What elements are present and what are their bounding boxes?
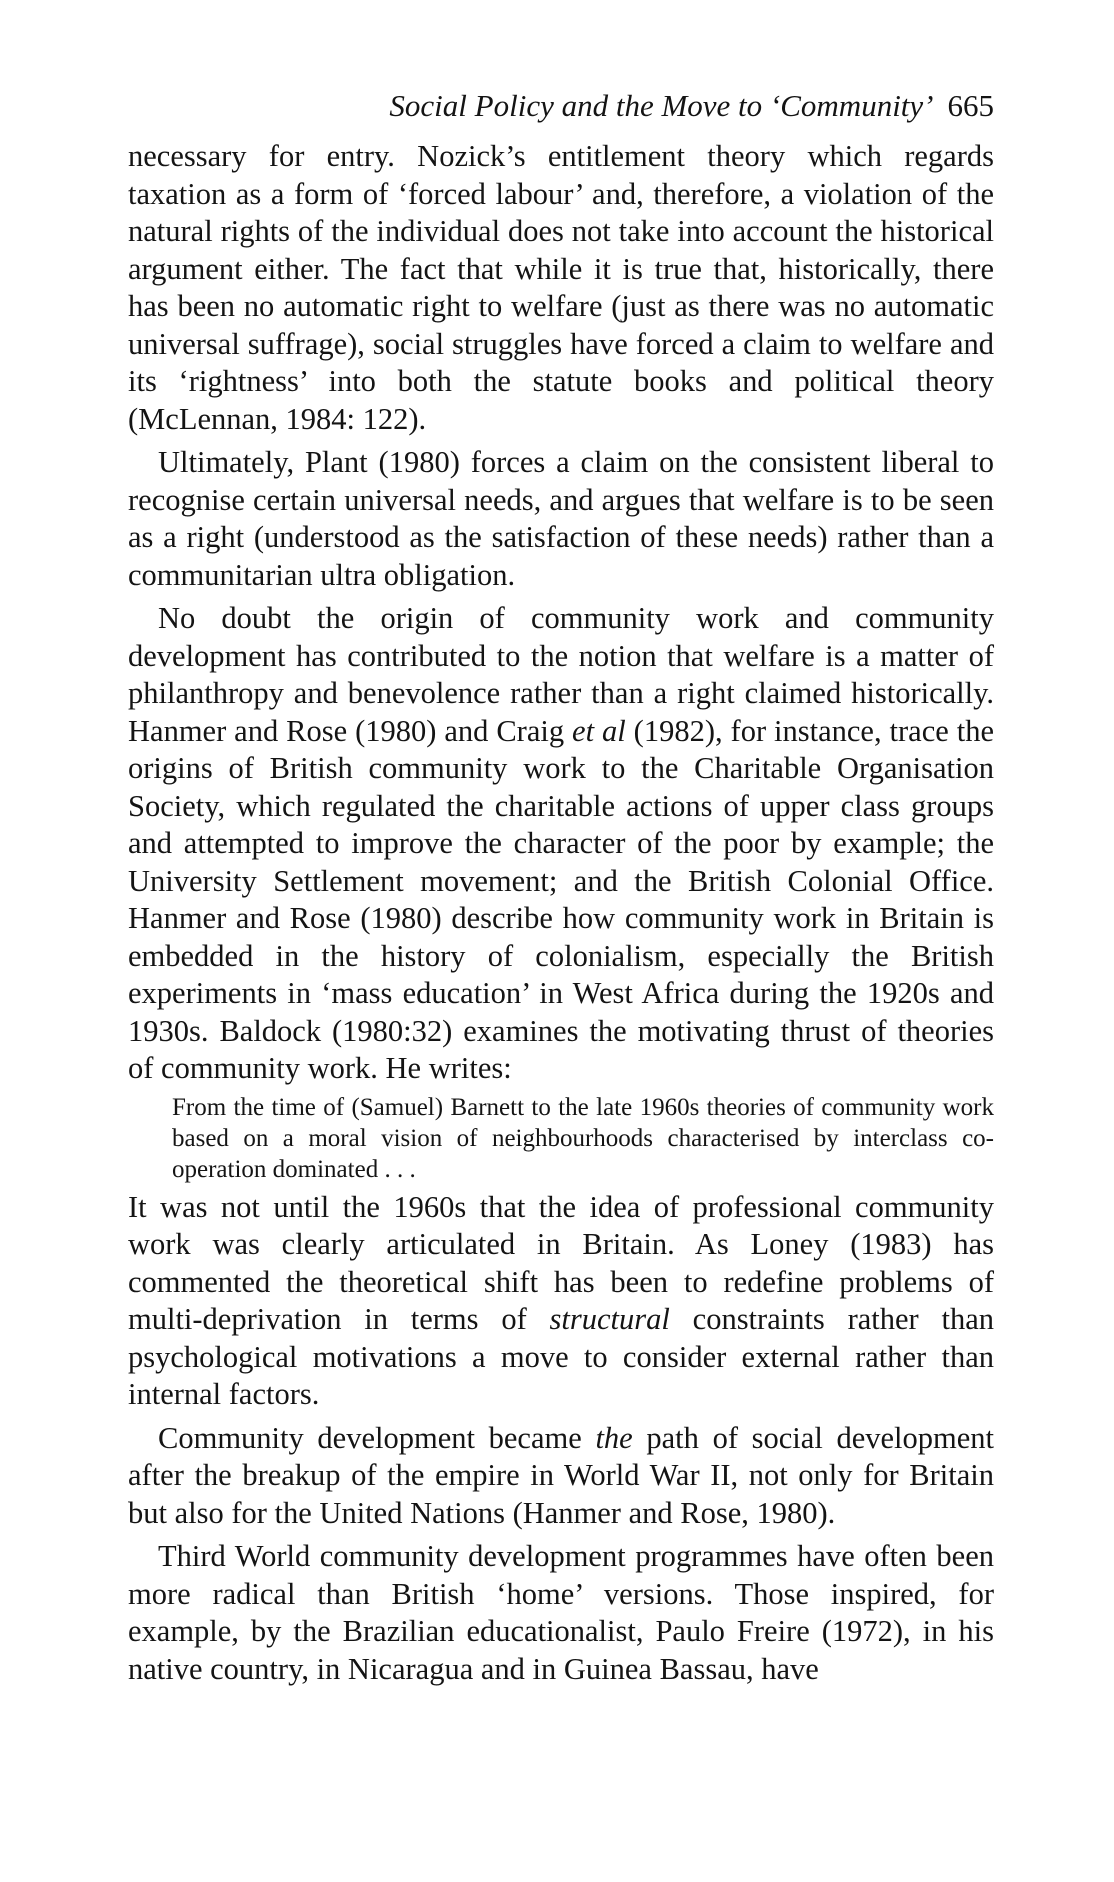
- running-title: Social Policy and the Move to ‘Community’: [389, 88, 934, 123]
- paragraph-4: [128, 1189, 994, 1414]
- paragraph-2: Ultimately, Plant (1980) forces a claim on the consistent liberal to recognise certain universal needs, and argues that welfare is to be seen as a right (understood as the satisfaction of these needs) rather than a communitarian ultra obligation.: [128, 445, 994, 592]
- paragraph-3-text-a: No doubt the origin of community work and community development has contributed to the notion that welfare is a matter of philanthropy and benevolence rather than a right claimed historically. Hanmer and Rose (1980) and Craig: [128, 601, 994, 748]
- paragraph-5-italic: the: [595, 1420, 633, 1455]
- paragraph-4-text-b: constraints rather than psychological motivations a move to consider external rather than internal factors.: [128, 1302, 995, 1411]
- paragraph-3-text-b: (1982), for instance, trace the origins of British community work to the Charitable Organisation Society, which regulated the charitable actions of upper class groups and attempted to improve the character of the poor by example; the University Settlement movement; and the British Colonial Office. Hanmer and Rose (1980) describe how community work in Britain is embedded in the history of colonialism, especially the British experiments in ‘mass education’ in West Africa during the 1920s and 1930s. Baldock (1980:32) examines the motivating thrust of theories of community work. He writes:: [128, 713, 994, 1085]
- running-head: [128, 86, 994, 138]
- page-number: 665: [947, 88, 994, 123]
- page: [128, 86, 994, 1688]
- paragraph-6: Third World community development programmes have often been more radical than British ‘home’ versions. Those inspired, for example, by the Brazilian educationalist, Paulo Freire (1972), in his native country, in Nicaragua and in Guinea Bassau, have: [128, 1539, 994, 1686]
- paragraph-3-italic: et al: [572, 713, 626, 748]
- paragraph-5: [128, 1420, 994, 1533]
- paragraph-4-text-a: It was not until the 1960s that the idea of professional community work was clearly articulated in Britain. As Loney (1983) has commented the theoretical shift has been to redefine problems of multi-deprivation in terms of: [128, 1189, 994, 1336]
- paragraph-1: necessary for entry. Nozick’s entitlement theory which regards taxation as a form of ‘forced labour’ and, therefore, a violation of the natural rights of the individual does not take into account the historical argument either. The fact that while it is true that, historically, there has been no automatic right to welfare (just as there was no automatic universal suffrage), social struggles have forced a claim to welfare and its ‘rightness’ into both the statute books and political theory (McLennan, 1984: 122).: [128, 139, 994, 436]
- block-quote: From the time of (Samuel) Barnett to the late 1960s theories of community work based on a moral vision of neighbourhoods characterised by interclass co-operation dominated . . .: [172, 1093, 994, 1183]
- paragraph-3: [128, 600, 994, 1088]
- paragraph-4-italic: structural: [549, 1302, 670, 1336]
- paragraph-5-text-a: Community development became: [158, 1420, 596, 1455]
- body-text: [128, 138, 994, 1688]
- paragraph-5-text-b: path of social development after the breakup of the empire in World War II, not only for Britain but also for the United Nations (Hanmer and Rose, 1980).: [128, 1420, 995, 1530]
